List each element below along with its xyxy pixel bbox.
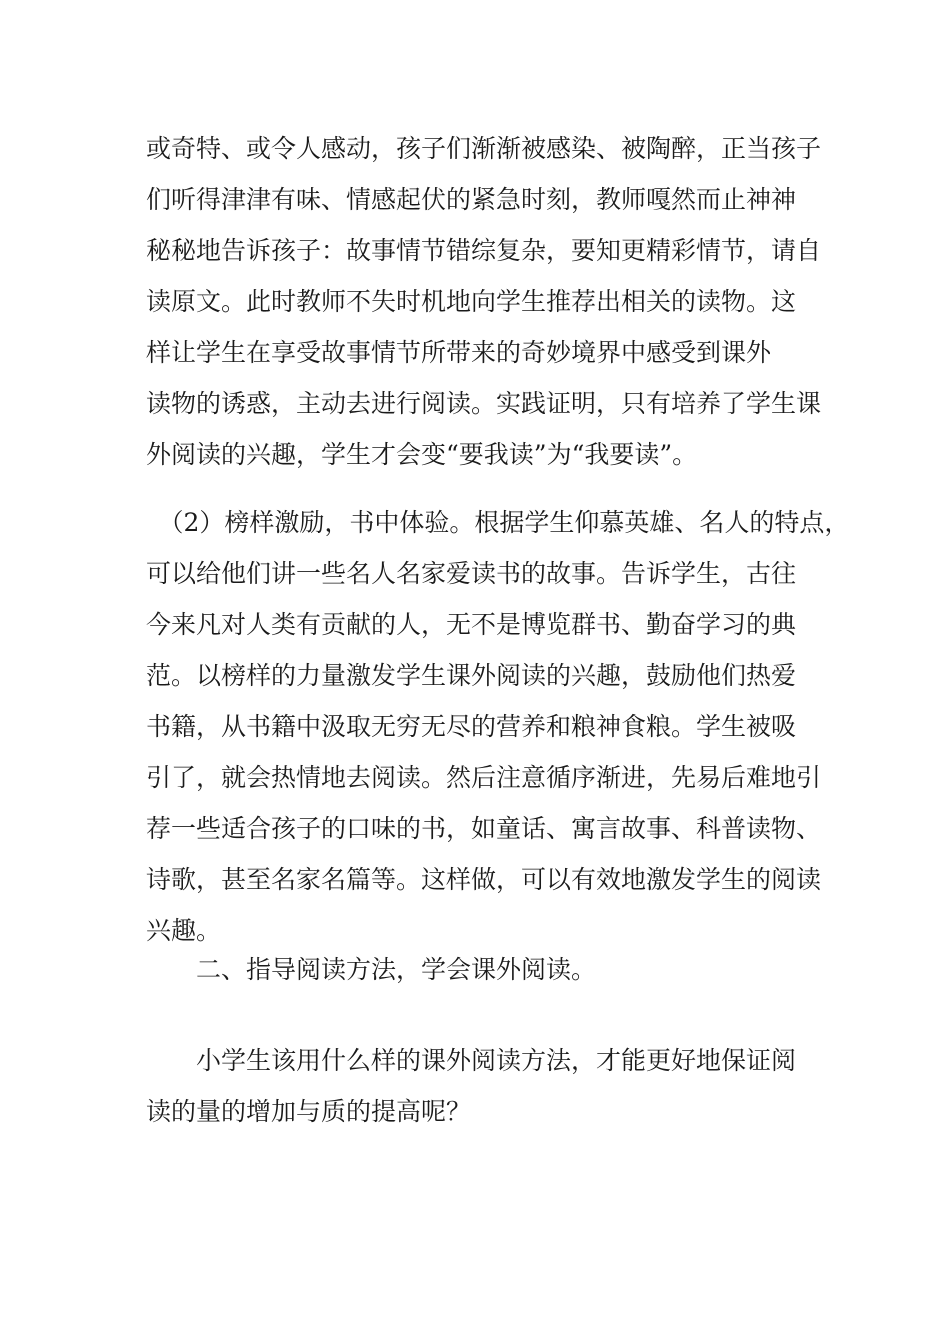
text-line: 可以给他们讲一些名人名家爱读书的故事。告诉学生，古往 — [146, 559, 797, 588]
paragraph-role-model — [146, 497, 850, 956]
text-line: 读物的诱惑，主动去进行阅读。实践证明，只有培养了学生课 — [146, 389, 822, 418]
section-heading — [146, 944, 806, 995]
text-line: 书籍，从书籍中汲取无穷无尽的营养和粮神食粮。学生被吸 — [146, 712, 797, 741]
text-line: 们听得津津有味、情感起伏的紧急时刻，教师嘎然而止神神 — [146, 185, 797, 214]
text-line: 样让学生在享受故事情节所带来的奇妙境界中感受到课外 — [146, 338, 772, 367]
text-line: 读的量的增加与质的提高呢？ — [146, 1097, 472, 1126]
paragraph-reading-methods — [146, 1035, 806, 1137]
text-line: 外阅读的兴趣，学生才会变“要我读”为“我要读”。 — [146, 440, 698, 469]
text-line: 或奇特、或令人感动，孩子们渐渐被感染、被陶醉，正当孩子 — [146, 134, 822, 163]
text-line: 小学生该用什么样的课外阅读方法，才能更好地保证阅 — [146, 1046, 797, 1075]
text-line: 今来凡对人类有贡献的人，无不是博览群书、勤奋学习的典 — [146, 610, 797, 639]
text-line: 读原文。此时教师不失时机地向学生推荐出相关的读物。这 — [146, 287, 797, 316]
text-line: 诗歌，甚至名家名篇等。这样做，可以有效地激发学生的阅读 — [146, 865, 822, 894]
paragraph-story-interest — [146, 123, 822, 480]
text-line: （2）榜样激励，书中体验。根据学生仰慕英雄、名人的特点， — [146, 508, 850, 537]
text-line: 秘秘地告诉孩子：故事情节错综复杂，要知更精彩情节，请自 — [146, 236, 822, 265]
text-line: 范。以榜样的力量激发学生课外阅读的兴趣，鼓励他们热爱 — [146, 661, 797, 690]
text-line: 荐一些适合孩子的口味的书，如童话、寓言故事、科普读物、 — [146, 814, 822, 843]
text-line: 兴趣。 — [146, 916, 222, 945]
heading-text: 二、指导阅读方法，学会课外阅读。 — [146, 955, 597, 984]
text-line: 引了，就会热情地去阅读。然后注意循序渐进，先易后难地引 — [146, 763, 822, 792]
